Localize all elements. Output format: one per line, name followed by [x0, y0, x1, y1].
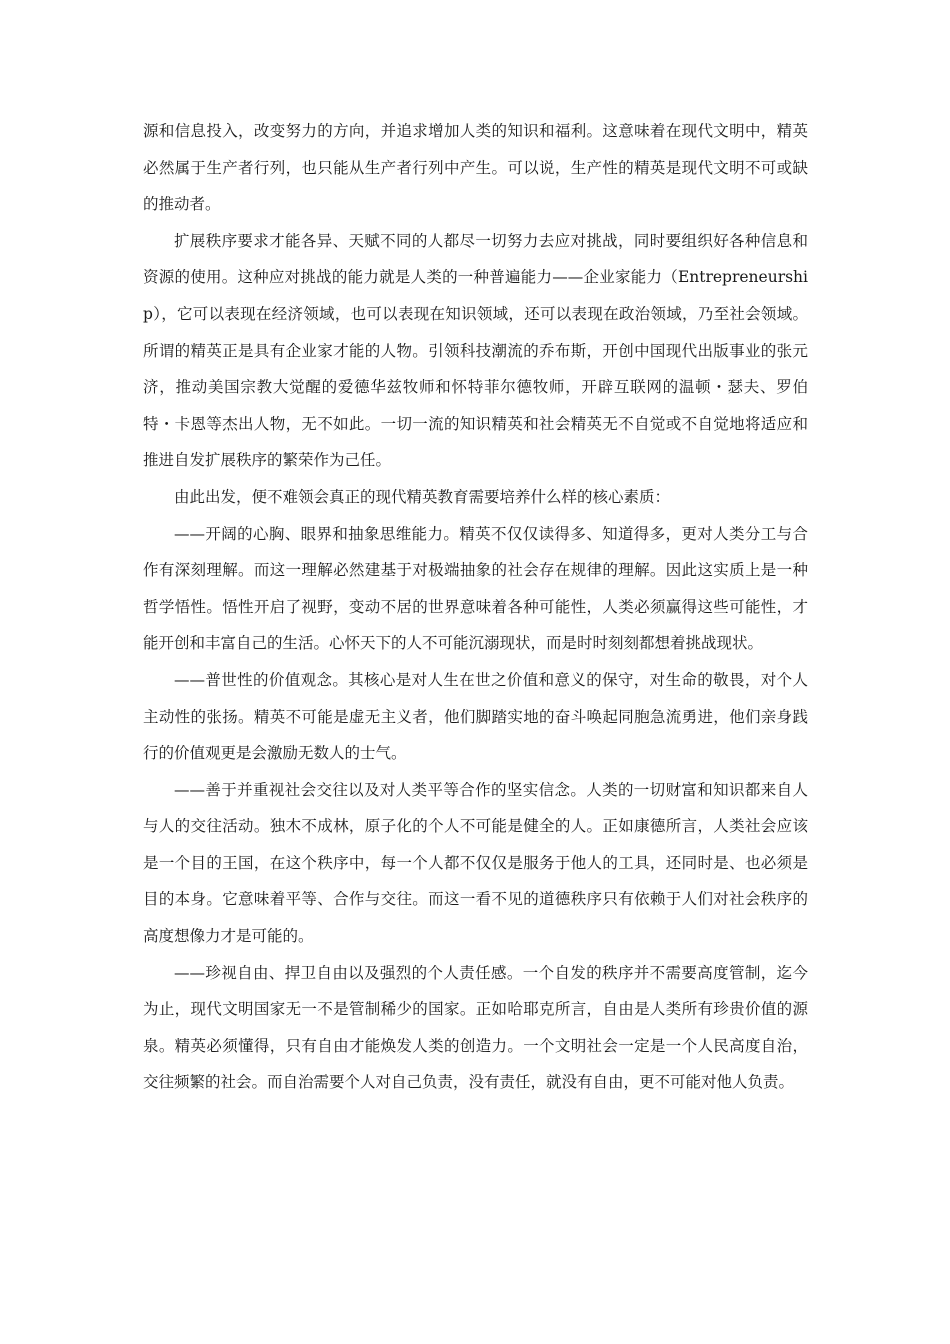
- paragraph-entrepreneurship: 扩展秩序要求才能各异、天赋不同的人都尽一切努力去应对挑战，同时要组织好各种信息和资源的使用。这种应对挑战的能力就是人类的一种普遍能力——企业家能力（Entrepreneurship），它可以表现在经济领域，也可以表现在知识领域，还可以表现在政治领域，乃至社会领域。所谓的精英正是具有企业家才能的人物。引领科技潮流的乔布斯，开创中国现代出版事业的张元济，推动美国宗教大觉醒的爱德华兹牧师和怀特菲尔德牧师，开辟互联网的温顿・瑟夫、罗伯特・卡恩等杰出人物，无不如此。一切一流的知识精英和社会精英无不自觉或不自觉地将适应和推进自发扩展秩序的繁荣作为己任。: [143, 231, 808, 470]
- paragraph-freedom-responsibility: ——珍视自由、捍卫自由以及强烈的个人责任感。一个自发的秩序并不需要高度管制，迄今为止，现代文明国家无一不是管制稀少的国家。正如哈耶克所言，自由是人类所有珍贵价值的源泉。精英必须懂得，只有自由才能焕发人类的创造力。一个文明社会一定是一个人民高度自治，交往频繁的社会。而自治需要个人对自己负责，没有责任，就没有自由，更不可能对他人负责。: [143, 963, 808, 1092]
- body-text: [143, 113, 808, 1101]
- paragraph-core-qualities-intro: 由此出发，便不难领会真正的现代精英教育需要培养什么样的核心素质：: [174, 487, 671, 506]
- paragraph-universal-values: ——普世性的价值观念。其核心是对人生在世之价值和意义的保守，对生命的敬畏，对个人主动性的张扬。精英不可能是虚无主义者，他们脚踏实地的奋斗唤起同胞急流勇进，他们亲身践行的价值观更是会激励无数人的士气。: [143, 670, 808, 763]
- paragraph-social-interaction: ——善于并重视社会交往以及对人类平等合作的坚实信念。人类的一切财富和知识都来自人与人的交往活动。独木不成林，原子化的个人不可能是健全的人。正如康德所言，人类社会应该是一个目的王国，在这个秩序中，每一个人都不仅仅是服务于他人的工具，还同时是、也必须是目的本身。它意味着平等、合作与交往。而这一看不见的道德秩序只有依赖于人们对社会秩序的高度想像力才是可能的。: [143, 780, 808, 946]
- paragraph-continuation: 源和信息投入，改变努力的方向，并追求增加人类的知识和福利。这意味着在现代文明中，精英必然属于生产者行列，也只能从生产者行列中产生。可以说，生产性的精英是现代文明不可或缺的推动者。: [143, 122, 808, 214]
- paragraph-open-mind: ——开阔的心胸、眼界和抽象思维能力。精英不仅仅读得多、知道得多，更对人类分工与合作有深刻理解。而这一理解必然建基于对极端抽象的社会存在规律的理解。因此这实质上是一种哲学悟性。悟性开启了视野，变动不居的世界意味着各种可能性，人类必须赢得这些可能性，才能开创和丰富自己的生活。心怀天下的人不可能沉溺现状，而是时时刻刻都想着挑战现状。: [143, 524, 808, 653]
